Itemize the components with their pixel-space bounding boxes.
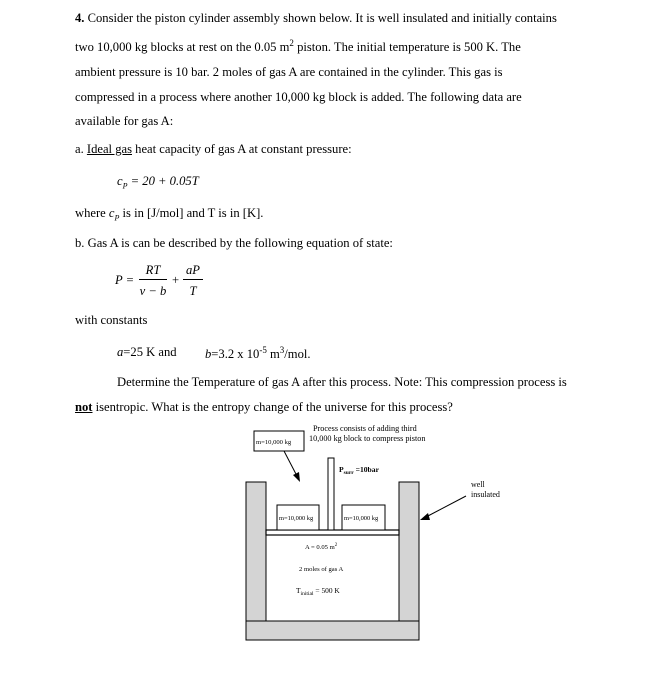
units-where: where [75,206,109,220]
constant-b-unit: m [266,347,280,362]
piston-rod [328,458,334,530]
problem-number: 4. [75,11,85,25]
moles-label: 2 moles of gas A [299,566,344,573]
problem-intro-line-4: compressed in a process where another 10,000 kg block is added. The following data are [75,90,522,104]
well-insulated-line-2: insulated [471,490,500,499]
part-a-prefix: a. [75,142,87,156]
units-rest: is in [J/mol] and T is in [K]. [119,206,264,220]
area-exponent: 2 [289,38,294,48]
cylinder-right-wall [399,482,419,640]
part-a-rest: heat capacity of gas A at constant pressure: [132,142,352,156]
units-cp-symbol: c [108,206,115,220]
cylinder-bottom-wall [246,621,419,640]
problem-intro-line-5: available for gas A: [75,114,174,128]
cp-rhs: = 20 + 0.05T [127,174,199,188]
process-note-line-2: 10,000 kg block to compress piston [309,434,426,443]
units-cp-subscript: P [114,213,120,223]
insulated-arrow [426,496,466,517]
eos-plus: + [172,273,180,287]
intro-text-2a: two 10,000 kg blocks at rest on the 0.05 m [75,40,290,55]
constant-b-value: =3.2 x 10 [211,347,260,362]
eos-denominator-2: T [189,284,197,298]
eos-denominator-1: v − b [139,284,167,298]
eos-numerator-2: aP [186,263,200,277]
area-label: A = 0.05 $m^2$ [305,543,338,551]
p-surr-label: $P_{surr} =10bar$ [339,465,379,476]
constant-b-unit-rest: /mol. [284,347,311,362]
determine-rest: isentropic. What is the entropy change of the universe for this process? [92,400,453,414]
not-emphasis: not [75,400,93,414]
constant-b-exponent: -5 [259,345,267,355]
process-note-line-1: Process consists of adding third [313,424,417,433]
added-block-arrow [284,451,297,476]
temperature-label: $T_{initial} = 500$ K [296,586,340,597]
well-insulated-line-1: well [471,480,485,489]
cylinder-left-wall [246,482,266,640]
constant-a-symbol: a [117,345,124,359]
constant-a-value: =25 K and [123,345,177,359]
cp-symbol: c [117,174,123,188]
problem-intro-line-3: ambient pressure is 10 bar. 2 moles of gas A are contained in the cylinder. This gas is [75,65,503,79]
intro-text-2b: piston. The initial temperature is 500 K. The [293,40,521,55]
part-b-heading: b. Gas A is can be described by the following equation of state: [75,236,393,250]
added-block-label: m=10,000 kg [256,439,292,446]
intro-text-1: Consider the piston cylinder assembly shown below. It is well insulated and initially contains [84,11,557,25]
piston-plate [266,530,399,535]
ideal-gas-underlined: Ideal gas [86,142,132,156]
eos-lhs: P = [115,273,135,287]
added-block-arrowhead [293,472,300,482]
cp-subscript: P [122,181,128,191]
with-constants: with constants [75,313,148,327]
determine-line-1: Determine the Temperature of gas A after this process. Note: This compression process is [117,375,567,389]
eos-numerator-1: RT [145,263,161,277]
constant-b-unit-exponent: 3 [279,345,285,355]
block-right-label: m=10,000 kg [344,515,379,522]
insulated-arrowhead [420,513,430,520]
constant-b-symbol: b [205,347,212,362]
block-left-label: m=10,000 kg [279,515,314,522]
